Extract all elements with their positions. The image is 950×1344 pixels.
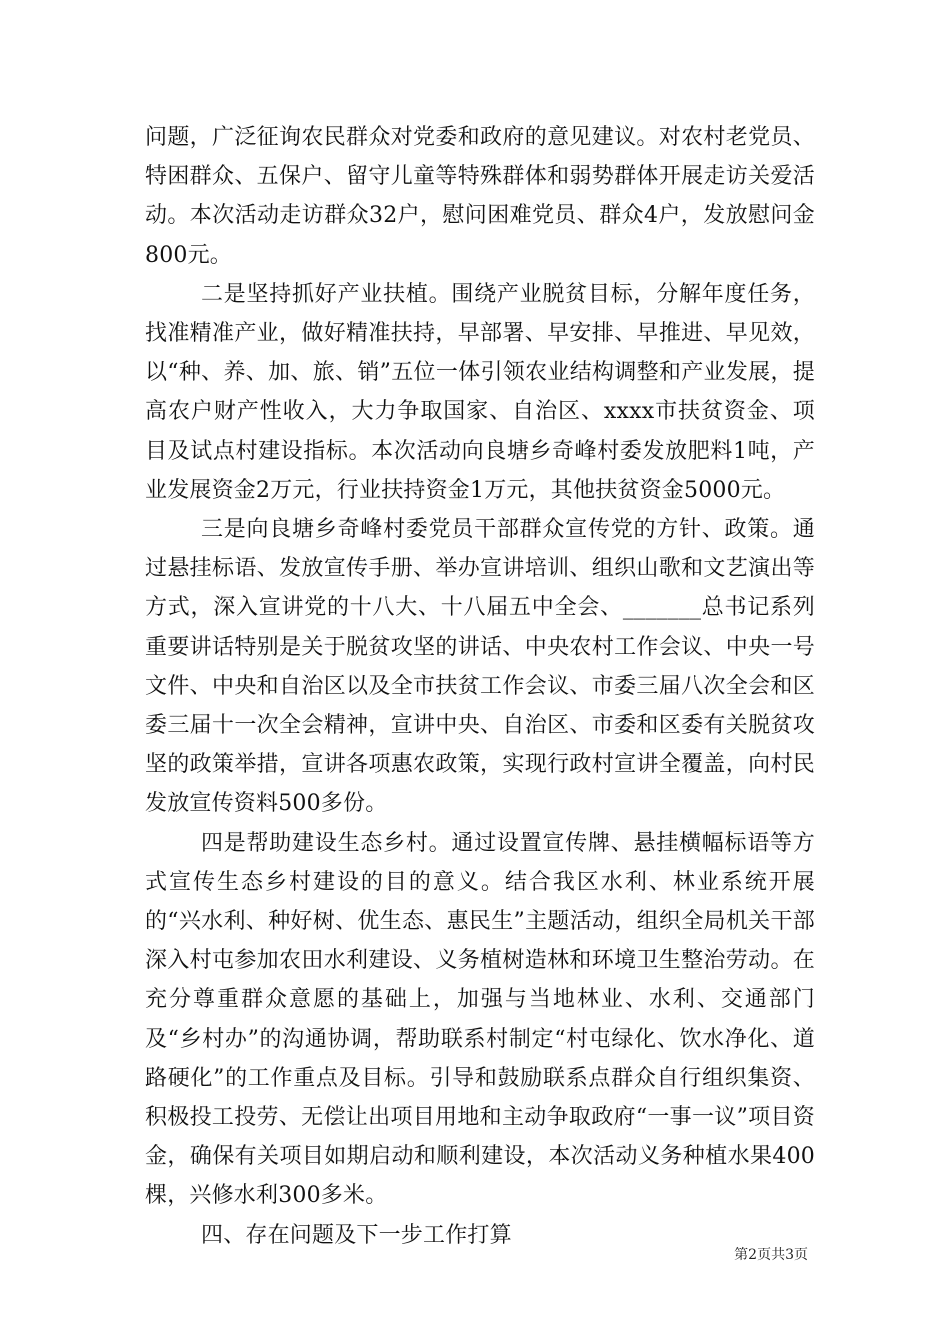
paragraph-industry-support: 二是坚持抓好产业扶植。围绕产业脱贫目标，分解年度任务，找准精准产业，做好精准扶持，早部署、早安排、早推进、早见效，以“种、养、加、旅、销”五位一体引领农业结构调整和产业发展，提高农户财产性收入，大力争取国家、自治区、xxxx市扶贫资金、项目及试点村建设指标。本次活动向良塘乡奇峰村委发放肥料1吨，产业发展资金2万元，行业扶持资金1万元，其他扶贫资金5000元。	[145, 281, 815, 503]
paragraph-ecological-village: 四是帮助建设生态乡村。通过设置宣传牌、悬挂横幅标语等方式宣传生态乡村建设的目的意义。结合我区水利、林业系统开展的“兴水利、种好树、优生态、惠民生”主题活动，组织全局机关干部深入村屯参加农田水利建设、义务植树造林和环境卫生整治劳动。在充分尊重群众意愿的基础上，加强与当地林业、水利、交通部门及“乡村办”的沟通协调，帮助联系村制定“村屯绿化、饮水净化、道路硬化”的工作重点及目标。引导和鼓励联系点群众自行组织集资、积极投工投劳、无偿让出项目用地和主动争取政府“一事一议”项目资金，确保有关项目如期启动和顺利建设，本次活动义务种植水果400棵，兴修水利300多米。	[145, 830, 815, 1209]
paragraph-policy-publicity: 三是向良塘乡奇峰村委党员干部群众宣传党的方针、政策。通过悬挂标语、发放宣传手册、举办宣讲培训、组织山歌和文艺演出等方式，深入宣讲党的十八大、十八届五中全会、_______总书记系列重要讲话特别是关于脱贫攻坚的讲话、中央农村工作会议、中央一号文件、中央和自治区以及全市扶贫工作会议、市委三届八次全会和区委三届十一次全会精神，宣讲中央、自治区、市委和区委有关脱贫攻坚的政策举措，宣讲各项惠农政策，实现行政村宣讲全覆盖，向村民发放宣传资料500多份。	[145, 517, 815, 817]
document-body	[145, 118, 815, 1255]
section-heading: 四、存在问题及下一步工作打算	[201, 1222, 512, 1248]
page-number: 第2页共3页	[734, 1247, 808, 1263]
paragraph-continuation: 问题，广泛征询农民群众对党委和政府的意见建议。对农村老党员、特困群众、五保户、留守儿童等特殊群体和弱势群体开展走访关爱活动。本次活动走访群众32户，慰问困难党员、群众4户，发放慰问金800元。	[145, 125, 815, 268]
